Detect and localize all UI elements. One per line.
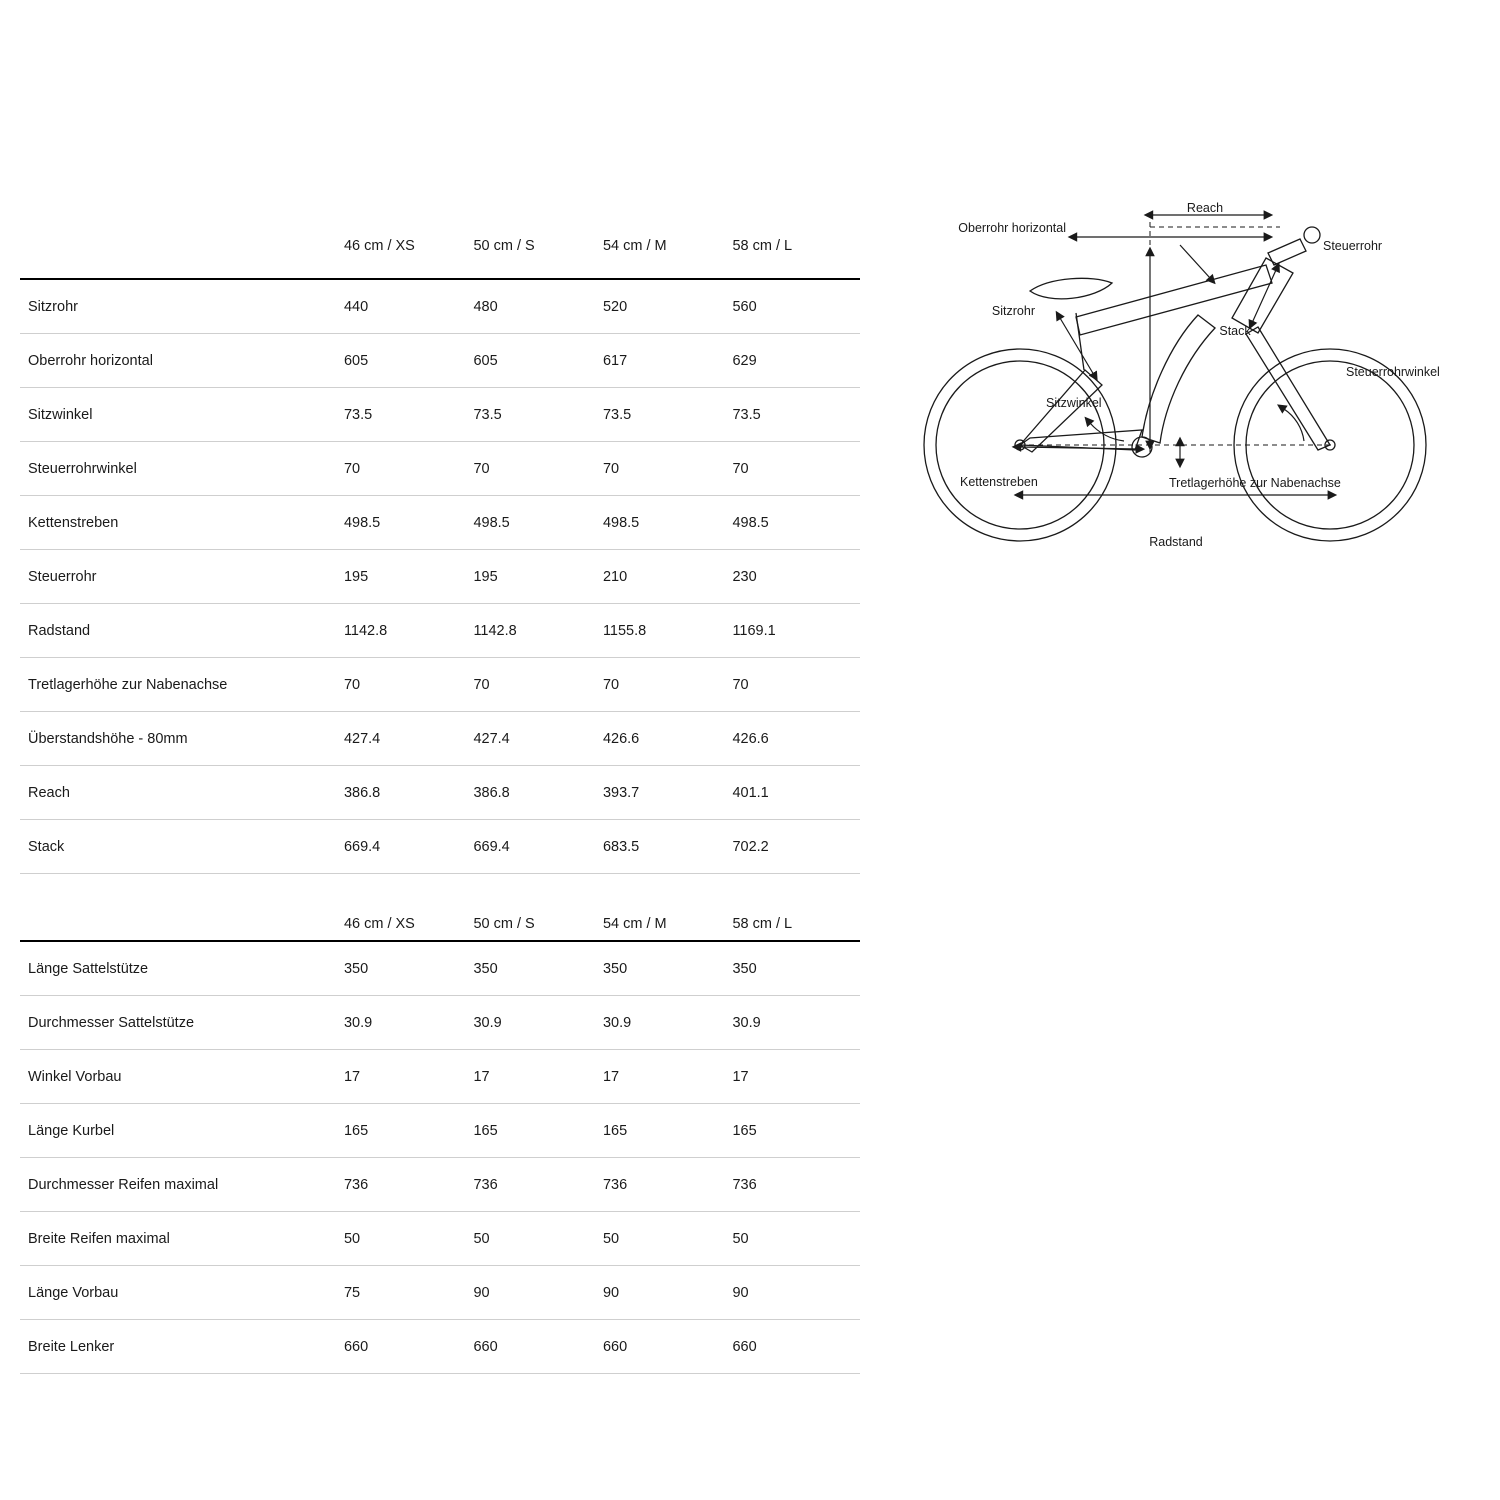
table-row — [20, 279, 860, 334]
row-value-xs: 605 — [342, 334, 472, 388]
table-row — [20, 334, 860, 388]
row-value-m: 498.5 — [601, 496, 731, 550]
header-size-m: 54 cm / M — [602, 238, 667, 254]
row-value-xs: 1142.8 — [342, 604, 472, 658]
row-value-l: 660 — [730, 1320, 860, 1374]
row-value-l: 736 — [730, 1158, 860, 1212]
row-label: Kettenstreben — [20, 496, 342, 550]
row-value-l: 629 — [730, 334, 860, 388]
row-value-s: 1142.8 — [471, 604, 601, 658]
table-row — [20, 496, 860, 550]
row-value-m: 30.9 — [601, 996, 731, 1050]
row-value-s: 165 — [471, 1104, 601, 1158]
diagram-label-reach: Reach — [1186, 201, 1224, 215]
geometry-table — [20, 222, 860, 1374]
header-size-s: 50 cm / S — [473, 238, 535, 254]
row-value-s: 30.9 — [471, 996, 601, 1050]
row-value-xs: 669.4 — [342, 820, 472, 874]
table-row — [20, 1050, 860, 1104]
header2-size-xs-text: 46 cm / XS — [343, 916, 415, 932]
row-value-s: 498.5 — [471, 496, 601, 550]
table-row — [20, 442, 860, 496]
header2-size-xs — [342, 874, 472, 942]
row-value-l: 560 — [730, 279, 860, 334]
header-size-xs: 46 cm / XS — [343, 238, 415, 254]
header2-size-s-text: 50 cm / S — [473, 916, 535, 932]
row-value-s: 195 — [471, 550, 601, 604]
table-row — [20, 820, 860, 874]
row-value-m: 165 — [601, 1104, 731, 1158]
row-value-s: 70 — [471, 442, 601, 496]
row-value-m: 70 — [601, 442, 731, 496]
row-label: Sitzwinkel — [20, 388, 342, 442]
table-row — [20, 766, 860, 820]
table-header-row-1 — [20, 222, 860, 279]
seatpost — [1076, 313, 1084, 370]
diagram-label-stack: Stack — [1219, 324, 1251, 338]
bottom-bracket — [1132, 437, 1152, 457]
header-size-l: 58 cm / L — [732, 238, 793, 254]
header2-size-s — [471, 874, 601, 942]
table-row — [20, 1320, 860, 1374]
row-value-xs: 165 — [342, 1104, 472, 1158]
table-row — [20, 550, 860, 604]
diagram-label-steuerrohr: Steuerrohr — [1323, 239, 1383, 253]
row-label: Steuerrohrwinkel — [20, 442, 342, 496]
table-row — [20, 996, 860, 1050]
row-value-l: 70 — [730, 442, 860, 496]
row-value-m: 426.6 — [601, 712, 731, 766]
row-value-xs: 75 — [342, 1266, 472, 1320]
row-value-xs: 50 — [342, 1212, 472, 1266]
row-label: Durchmesser Reifen maximal — [20, 1158, 342, 1212]
steuerrohr-arrow — [1252, 270, 1276, 323]
row-label: Länge Vorbau — [20, 1266, 342, 1320]
header2-size-m — [601, 874, 731, 942]
table-row — [20, 1158, 860, 1212]
row-label: Breite Lenker — [20, 1320, 342, 1374]
row-value-xs: 427.4 — [342, 712, 472, 766]
row-value-m: 50 — [601, 1212, 731, 1266]
row-label: Sitzrohr — [20, 279, 342, 334]
diagram-label-oberrohr: Oberrohr horizontal — [958, 221, 1066, 235]
row-label: Winkel Vorbau — [20, 1050, 342, 1104]
row-value-xs: 660 — [342, 1320, 472, 1374]
table-header-row-2 — [20, 874, 860, 942]
row-value-s: 669.4 — [471, 820, 601, 874]
row-value-xs: 350 — [342, 941, 472, 996]
table-row — [20, 1212, 860, 1266]
row-value-m: 350 — [601, 941, 731, 996]
geometry-table-body — [20, 222, 860, 1374]
head-tube — [1232, 258, 1293, 333]
row-value-xs: 70 — [342, 658, 472, 712]
row-value-xs: 386.8 — [342, 766, 472, 820]
row-value-m: 73.5 — [601, 388, 731, 442]
row-value-xs: 195 — [342, 550, 472, 604]
row-value-s: 605 — [471, 334, 601, 388]
row-value-m: 17 — [601, 1050, 731, 1104]
row-label: Durchmesser Sattelstütze — [20, 996, 342, 1050]
row-value-l: 50 — [730, 1212, 860, 1266]
header2-size-l — [730, 874, 860, 942]
row-value-xs: 73.5 — [342, 388, 472, 442]
row-label: Steuerrohr — [20, 550, 342, 604]
row-value-s: 427.4 — [471, 712, 601, 766]
row-value-l: 1169.1 — [730, 604, 860, 658]
row-value-s: 73.5 — [471, 388, 601, 442]
row-value-m: 660 — [601, 1320, 731, 1374]
header-empty-cell — [20, 222, 342, 279]
table-row — [20, 658, 860, 712]
diagram-label-sitzrohr: Sitzrohr — [991, 304, 1035, 318]
sitzrohr-arrow — [1060, 318, 1094, 375]
row-value-l: 426.6 — [730, 712, 860, 766]
row-value-l: 401.1 — [730, 766, 860, 820]
row-value-s: 90 — [471, 1266, 601, 1320]
row-value-s: 350 — [471, 941, 601, 996]
row-value-s: 17 — [471, 1050, 601, 1104]
row-value-xs: 30.9 — [342, 996, 472, 1050]
row-value-l: 17 — [730, 1050, 860, 1104]
table-row — [20, 388, 860, 442]
row-value-l: 350 — [730, 941, 860, 996]
bike-geometry-diagram — [880, 195, 1480, 575]
row-label: Oberrohr horizontal — [20, 334, 342, 388]
table-row — [20, 1266, 860, 1320]
diagram-label-steuerrohrwinkel: Steuerrohrwinkel — [1346, 365, 1440, 379]
row-label: Breite Reifen maximal — [20, 1212, 342, 1266]
row-value-l: 30.9 — [730, 996, 860, 1050]
row-value-m: 90 — [601, 1266, 731, 1320]
row-label: Radstand — [20, 604, 342, 658]
diagram-label-tretlager: Tretlagerhöhe zur Nabenachse — [1169, 476, 1341, 490]
row-value-m: 683.5 — [601, 820, 731, 874]
row-value-s: 386.8 — [471, 766, 601, 820]
row-value-xs: 736 — [342, 1158, 472, 1212]
row-value-xs: 17 — [342, 1050, 472, 1104]
row-label: Länge Sattelstütze — [20, 941, 342, 996]
row-value-m: 520 — [601, 279, 731, 334]
row-value-m: 210 — [601, 550, 731, 604]
row-value-m: 1155.8 — [601, 604, 731, 658]
steuerrohr-leader — [1180, 245, 1210, 278]
row-value-s: 736 — [471, 1158, 601, 1212]
seatstay — [1020, 370, 1102, 452]
table-row — [20, 1104, 860, 1158]
row-value-l: 70 — [730, 658, 860, 712]
row-value-l: 702.2 — [730, 820, 860, 874]
row-value-m: 393.7 — [601, 766, 731, 820]
row-value-l: 498.5 — [730, 496, 860, 550]
row-value-xs: 440 — [342, 279, 472, 334]
row-label: Stack — [20, 820, 342, 874]
row-label: Tretlagerhöhe zur Nabenachse — [20, 658, 342, 712]
table-row — [20, 604, 860, 658]
row-value-s: 480 — [471, 279, 601, 334]
table-row — [20, 712, 860, 766]
row-value-l: 230 — [730, 550, 860, 604]
header2-empty-cell — [20, 874, 342, 942]
table-row — [20, 941, 860, 996]
diagram-label-sitzwinkel: Sitzwinkel — [1046, 396, 1102, 410]
header2-size-m-text: 54 cm / M — [602, 916, 667, 932]
row-value-s: 70 — [471, 658, 601, 712]
stem — [1268, 239, 1306, 265]
row-label: Länge Kurbel — [20, 1104, 342, 1158]
row-value-xs: 498.5 — [342, 496, 472, 550]
diagram-label-radstand: Radstand — [1149, 535, 1203, 549]
fork — [1246, 327, 1330, 450]
step-through-tube — [1142, 315, 1215, 443]
row-value-s: 660 — [471, 1320, 601, 1374]
row-value-m: 70 — [601, 658, 731, 712]
saddle — [1030, 278, 1112, 299]
row-label: Reach — [20, 766, 342, 820]
row-value-s: 50 — [471, 1212, 601, 1266]
row-value-l: 90 — [730, 1266, 860, 1320]
diagram-label-kettenstreben: Kettenstreben — [960, 475, 1038, 489]
steuerrohrwinkel-arc — [1284, 409, 1304, 441]
row-label: Überstandshöhe - 80mm — [20, 712, 342, 766]
row-value-m: 617 — [601, 334, 731, 388]
row-value-l: 165 — [730, 1104, 860, 1158]
row-value-xs: 70 — [342, 442, 472, 496]
row-value-m: 736 — [601, 1158, 731, 1212]
handlebar — [1304, 227, 1320, 243]
header2-size-l-text: 58 cm / L — [732, 916, 793, 932]
row-value-l: 73.5 — [730, 388, 860, 442]
